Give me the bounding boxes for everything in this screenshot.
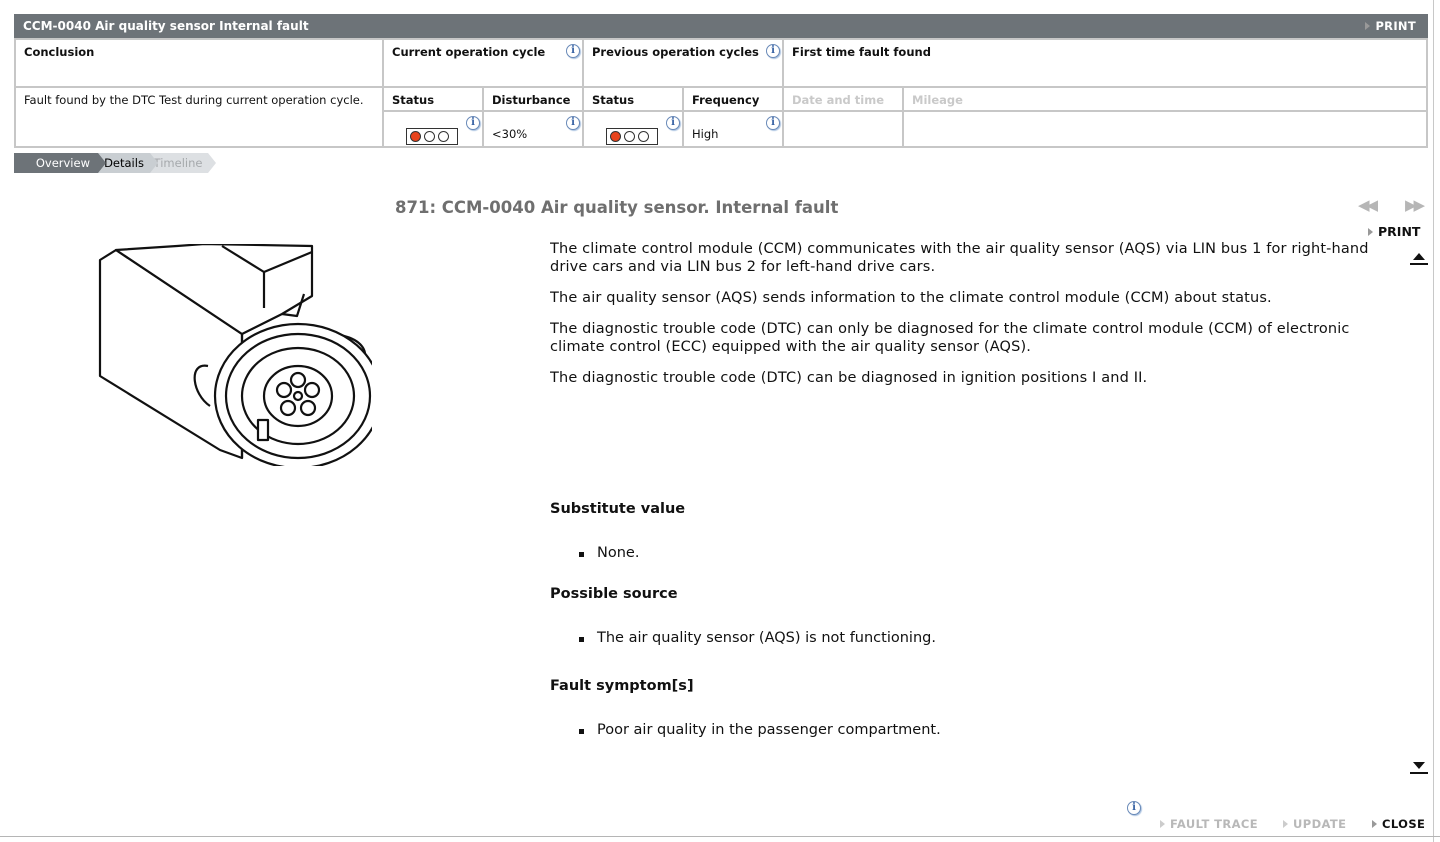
current-disturbance-label: Disturbance	[484, 88, 584, 112]
previous-cycles-header	[584, 40, 784, 88]
tab-overview[interactable]: Overview	[14, 153, 98, 173]
conclusion-header: Conclusion	[16, 40, 384, 88]
bullet-list	[550, 721, 1390, 739]
status-light-indicator	[406, 128, 458, 145]
arrow-right-icon	[1368, 228, 1373, 236]
conclusion-text: Fault found by the DTC Test during current operation cycle.	[16, 88, 384, 146]
section-heading: Fault symptom[s]	[550, 678, 694, 694]
next-document-icon[interactable]: ▶▶	[1405, 196, 1423, 214]
section-heading: Possible source	[550, 586, 678, 602]
fault-trace-label: FAULT TRACE	[1170, 817, 1258, 831]
list-item: Poor air quality in the passenger compartment.	[550, 721, 1390, 739]
paragraph: The diagnostic trouble code (DTC) can be diagnosed in ignition positions I and II.	[550, 370, 1148, 386]
info-icon[interactable]: i	[1127, 801, 1141, 815]
current-status-label: Status	[384, 88, 484, 112]
list-item: None.	[550, 544, 1390, 562]
mileage-value	[904, 112, 1426, 146]
previous-frequency-label: Frequency	[684, 88, 784, 112]
current-cycle-header-label: Current operation cycle	[392, 45, 546, 59]
update-button[interactable]	[1283, 817, 1346, 831]
section-heading: Substitute value	[550, 501, 686, 517]
bullet-list	[550, 629, 1390, 647]
fault-title: CCM-0040 Air quality sensor Internal fault	[23, 19, 309, 33]
info-icon[interactable]: i	[466, 116, 480, 130]
print-summary-label: PRINT	[1375, 19, 1416, 33]
bullet-list	[550, 544, 1390, 562]
paragraph: The air quality sensor (AQS) sends information to the climate control module (CCM) about status.	[550, 290, 1272, 306]
previous-frequency-cell	[684, 112, 784, 146]
previous-status-cell	[584, 112, 684, 146]
window-bottom-border	[0, 836, 1440, 837]
current-cycle-header	[384, 40, 584, 88]
disturbance-value: <30%	[492, 127, 528, 141]
current-disturbance-cell	[484, 112, 584, 146]
current-status-cell	[384, 112, 484, 146]
paragraph: The climate control module (CCM) communicates with the air quality sensor (AQS) via LIN bus 1 for right-hand drive cars and via LIN bus 2 for left-hand drive cars.	[550, 241, 1369, 275]
frequency-value: High	[692, 127, 719, 141]
info-icon[interactable]: i	[566, 116, 580, 130]
close-label: CLOSE	[1382, 817, 1426, 831]
print-document-label: PRINT	[1378, 224, 1421, 239]
document-title: 871: CCM-0040 Air quality sensor. Internal fault	[395, 198, 839, 217]
tab-details[interactable]: Details	[98, 153, 150, 173]
arrow-right-icon	[1365, 22, 1370, 30]
status-light-indicator	[606, 128, 658, 145]
info-icon[interactable]: i	[566, 44, 580, 58]
fault-trace-button[interactable]	[1160, 817, 1258, 831]
paragraph: The diagnostic trouble code (DTC) can only be diagnosed for the climate control module (CCM) of electronic climate control (ECC) equipped with the air quality sensor (AQS).	[550, 321, 1350, 355]
info-icon[interactable]: i	[766, 44, 780, 58]
info-icon[interactable]: i	[766, 116, 780, 130]
fault-title-bar	[14, 14, 1428, 38]
arrow-right-icon	[1160, 820, 1165, 828]
info-icon[interactable]: i	[666, 116, 680, 130]
date-time-value	[784, 112, 904, 146]
mileage-label: Mileage	[904, 88, 1426, 112]
date-time-label: Date and time	[784, 88, 904, 112]
tab-timeline[interactable]: Timeline	[148, 153, 208, 173]
document-content[interactable]	[550, 240, 1390, 775]
update-label: UPDATE	[1293, 817, 1347, 831]
close-button[interactable]	[1372, 817, 1425, 831]
arrow-right-icon	[1283, 820, 1288, 828]
window-right-border	[1433, 0, 1434, 842]
fault-summary-grid	[14, 38, 1428, 148]
previous-document-icon[interactable]: ◀◀	[1358, 196, 1376, 214]
print-summary-button[interactable]	[1365, 14, 1416, 38]
scroll-up-icon[interactable]	[1409, 248, 1429, 266]
previous-status-label: Status	[584, 88, 684, 112]
arrow-right-icon	[1372, 820, 1377, 828]
air-quality-sensor-illustration	[92, 244, 372, 466]
list-item: The air quality sensor (AQS) is not functioning.	[550, 629, 1390, 647]
print-document-button[interactable]	[1368, 224, 1420, 239]
first-fault-header: First time fault found	[784, 40, 1426, 88]
previous-cycles-header-label: Previous operation cycles	[592, 45, 759, 59]
scroll-down-icon[interactable]	[1409, 757, 1429, 775]
